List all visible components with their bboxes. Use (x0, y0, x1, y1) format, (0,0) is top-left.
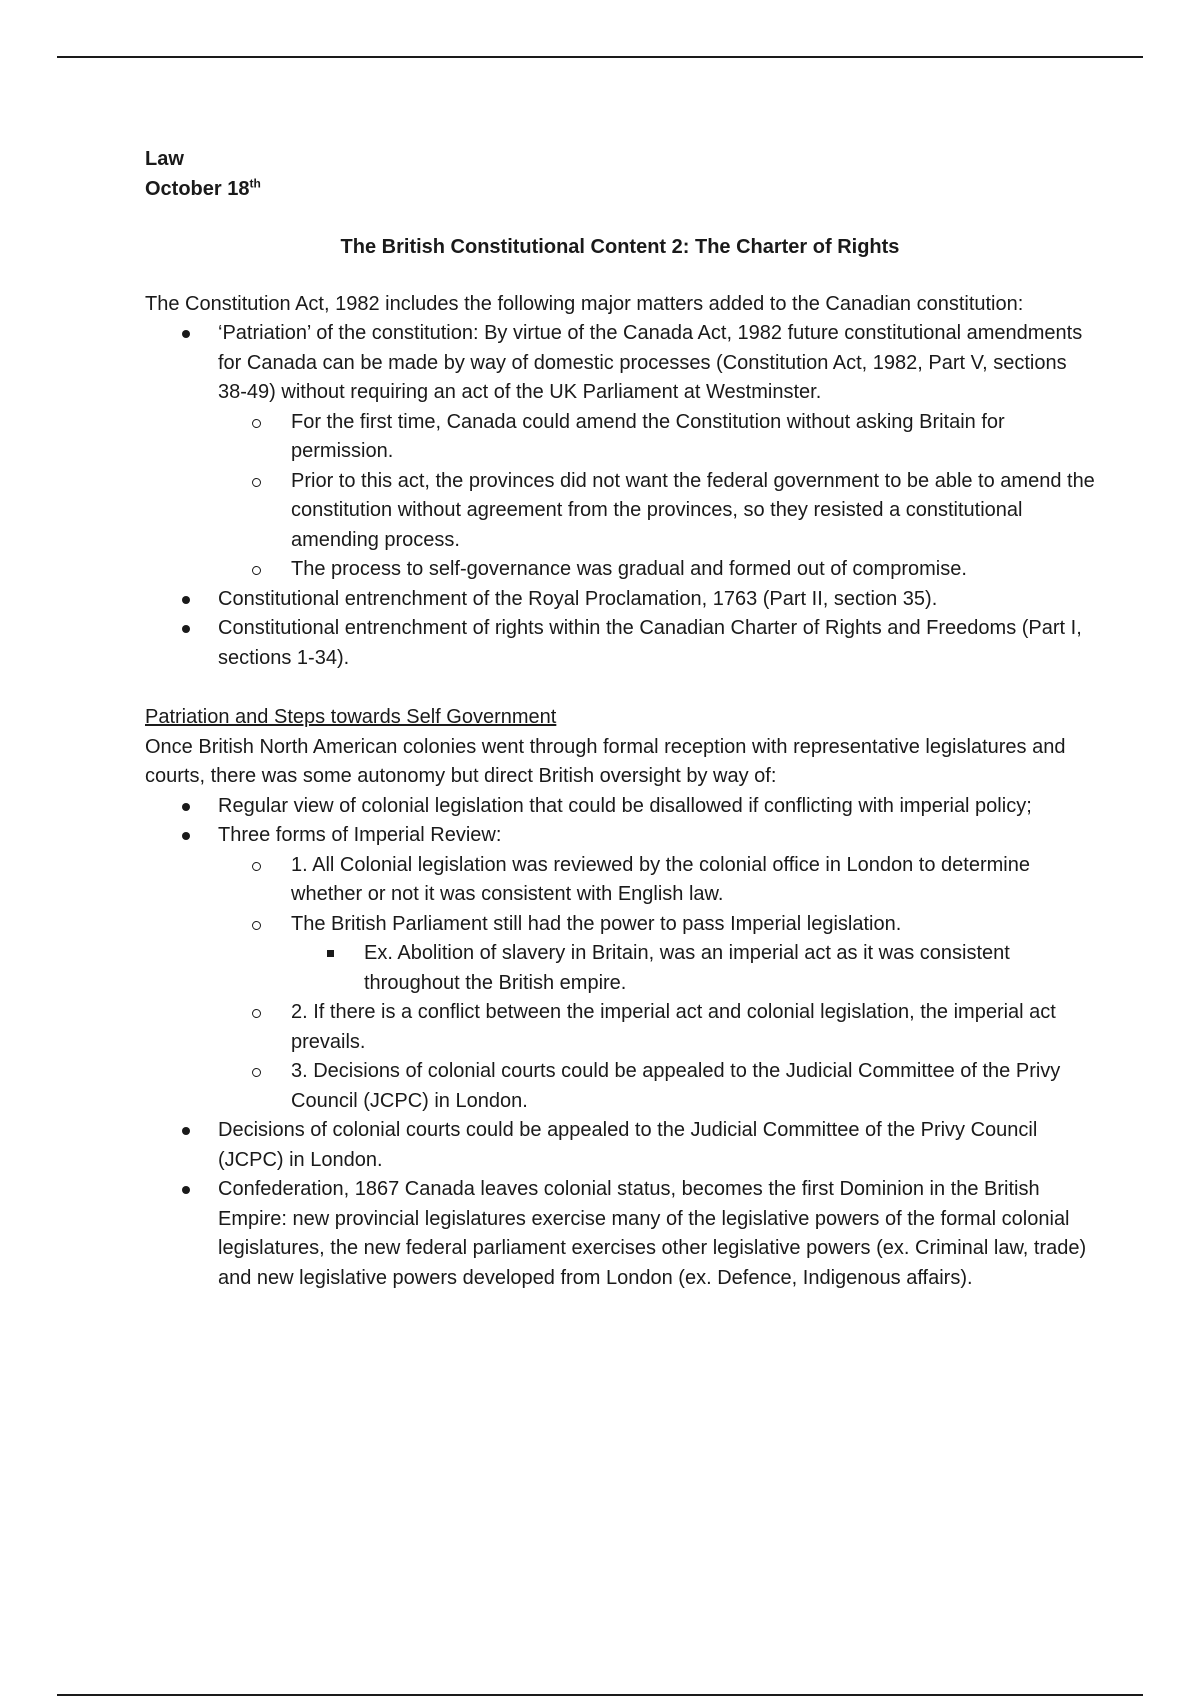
sub-list-item-text: The British Parliament still had the power to pass Imperial legislation. (291, 912, 902, 935)
sub-list-item-text: 3. Decisions of colonial courts could be appealed to the Judicial Committee of the Privy Council (JCPC) in London. (291, 1060, 1061, 1112)
list-item (145, 614, 1095, 673)
sub-list-item-text: For the first time, Canada could amend the Constitution without asking Britain for permission. (291, 410, 1005, 462)
list-item (145, 1175, 1095, 1293)
sub-sub-list-item-text: Ex. Abolition of slavery in Britain, was an imperial act as it was consistent throughout the British empire. (364, 942, 1010, 994)
sub-list-item (218, 1057, 1095, 1116)
section-heading: Patriation and Steps towards Self Government (145, 706, 557, 728)
list-item (145, 821, 1095, 1116)
sub-list (218, 408, 1095, 585)
list-item (145, 319, 1095, 585)
sub-sub-list (291, 939, 1095, 998)
sub-list-item (218, 555, 1095, 585)
list-item (145, 585, 1095, 615)
list-item (145, 792, 1095, 822)
date-text: October 18 (145, 177, 250, 200)
date-suffix: th (249, 175, 261, 190)
bullet-icon (182, 625, 190, 633)
list-item (145, 1116, 1095, 1175)
intro-paragraph: The Constitution Act, 1982 includes the following major matters added to the Canadian constitution: (145, 292, 1024, 315)
list-item-text: Decisions of colonial courts could be appealed to the Judicial Committee of the Privy Council (JCPC) in London. (218, 1119, 1038, 1171)
bullet-icon (182, 1127, 190, 1135)
list-item-text: Confederation, 1867 Canada leaves colonial status, becomes the first Dominion in the British Empire: new provincial legislatures exercise many of the legislative powers of the formal colonial legislatures, the new federal parliament exercises other legislative powers (ex. Criminal law, trade) and new legislative powers developed from London (ex. Defence, Indigenous affairs). (218, 1178, 1087, 1289)
list-item-text: Regular view of colonial legislation that could be disallowed if conflicting with imperial policy; (218, 794, 1032, 817)
date-label (145, 175, 1095, 205)
sub-list-item (218, 408, 1095, 467)
sub-list-item-text: Prior to this act, the provinces did not want the federal government to be able to amend the constitution without agreement from the provinces, so they resisted a constitutional amending process. (291, 469, 1095, 551)
bullet-icon (182, 832, 190, 840)
hollow-bullet-icon (252, 419, 261, 428)
section-intro: Once British North American colonies went through formal reception with representative legislatures and courts, there was some autonomy but direct British oversight by way of: (145, 735, 1066, 787)
hollow-bullet-icon (252, 1068, 261, 1077)
sub-list (218, 851, 1095, 1117)
list-item-text: Constitutional entrenchment of rights within the Canadian Charter of Rights and Freedoms (Part I, sections 1-34). (218, 617, 1082, 669)
sub-list-item (218, 910, 1095, 999)
bullet-icon (182, 330, 190, 338)
sub-list-item (218, 998, 1095, 1057)
bullet-icon (182, 1186, 190, 1194)
sub-list-item-text: 1. All Colonial legislation was reviewed by the colonial office in London to determine whether or not it was consistent with English law. (291, 853, 1030, 905)
sub-sub-list-item (291, 939, 1095, 998)
sub-list-item-text: 2. If there is a conflict between the imperial act and colonial legislation, the imperial act prevails. (291, 1001, 1056, 1053)
bullet-icon (182, 803, 190, 811)
page-title: The British Constitutional Content 2: The Charter of Rights (340, 236, 900, 258)
hollow-bullet-icon (252, 1009, 261, 1018)
list-item-text: Three forms of Imperial Review: (218, 824, 502, 846)
square-bullet-icon (327, 950, 334, 957)
document-body (145, 145, 1095, 1293)
list-item-text: Constitutional entrenchment of the Royal Proclamation, 1763 (Part II, section 35). (218, 587, 938, 610)
sub-list-item-text: The process to self-governance was gradual and formed out of compromise. (291, 558, 967, 580)
bullet-icon (182, 596, 190, 604)
header-rule (57, 56, 1143, 58)
sub-list-item (218, 467, 1095, 556)
footer-rule (57, 1694, 1143, 1696)
hollow-bullet-icon (252, 921, 261, 930)
sub-list-item (218, 851, 1095, 910)
list-item-text: ‘Patriation’ of the constitution: By virtue of the Canada Act, 1982 future constitutional amendments for Canada can be made by way of domestic processes (Constitution Act, 1982, Part V, sections 38-49) without requiring an act of the UK Parliament at Westminster. (218, 322, 1083, 403)
self-government-list (145, 792, 1095, 1294)
hollow-bullet-icon (252, 862, 261, 871)
constitution-act-list (145, 319, 1095, 673)
hollow-bullet-icon (252, 478, 261, 487)
subject-label: Law (145, 148, 184, 170)
hollow-bullet-icon (252, 566, 261, 575)
